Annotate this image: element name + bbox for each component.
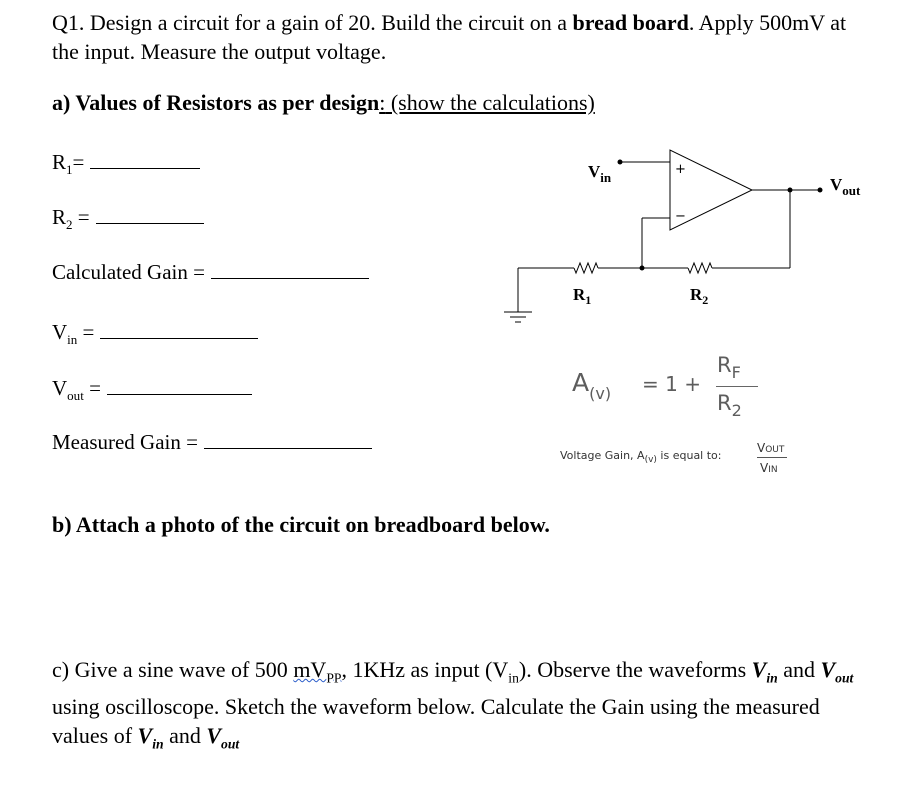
- r2-blank[interactable]: [96, 222, 204, 224]
- vin-label: $V_{in}$: [588, 162, 612, 185]
- r2-field: $R_2$ =: [52, 205, 204, 233]
- vout-field: $V_{out}$ =: [52, 376, 252, 404]
- vin-field: $V_{in}$ =: [52, 320, 258, 348]
- r1-blank[interactable]: [90, 167, 200, 169]
- formula-denominator: $R_2$: [717, 391, 742, 420]
- gain-formula-lhs: $A_{(v)}$: [572, 368, 612, 403]
- vout-blank[interactable]: [107, 393, 252, 395]
- measured-gain-blank[interactable]: [204, 447, 372, 449]
- r2-label: $R_2$: [690, 285, 709, 307]
- vg-fraction-bar: [757, 457, 787, 458]
- r2-resistor: [688, 263, 712, 273]
- vout-over-vin-numerator: VOUT: [757, 441, 785, 455]
- vout-over-vin-denominator: VIN: [760, 461, 778, 475]
- op-amp-plus: +: [675, 162, 686, 177]
- voltage-gain-caption: Voltage Gain, $A_{(v)}$ is equal to:: [560, 449, 722, 465]
- non-inverting-amplifier-circuit: [490, 140, 890, 340]
- q1-bold: bread board: [572, 10, 689, 35]
- section-b-heading: b) Attach a photo of the circuit on breadboard below.: [52, 512, 550, 537]
- r1-field: $R_1=$: [52, 150, 200, 178]
- formula-fraction-bar: [716, 386, 758, 387]
- vout-label: $V_{out}$: [830, 175, 861, 198]
- op-amp-minus: −: [675, 209, 686, 224]
- calculated-gain-field: Calculated Gain =: [52, 260, 369, 285]
- r1-resistor: [574, 263, 598, 273]
- question-1: Q1. Design a circuit for a gain of 20. Build the circuit on a bread board. Apply 500mV at the input. Measure the output voltage.: [52, 10, 847, 64]
- vin-blank[interactable]: [100, 337, 258, 339]
- formula-numerator: $R_F$: [717, 353, 741, 382]
- r1-label: $R_1$: [573, 285, 592, 307]
- section-a-heading: a) Values of Resistors as per design: (show the calculations): [52, 90, 595, 115]
- section-c-text: c) Give a sine wave of 500 $mV_{PP}$, 1KHz as input $(V_{in})$. Observe the waveforms $V_{in}$ and $V_{out}$ using oscilloscope. Sketch the waveform below. Calculate the Gain using the measured values of $V_{in}$ and $V_{out}$: [52, 657, 854, 752]
- measured-gain-field: Measured Gain =: [52, 430, 372, 455]
- gain-formula-eq: = 1 +: [642, 372, 701, 396]
- calculated-gain-blank[interactable]: [211, 277, 369, 279]
- vout-node: [818, 188, 823, 193]
